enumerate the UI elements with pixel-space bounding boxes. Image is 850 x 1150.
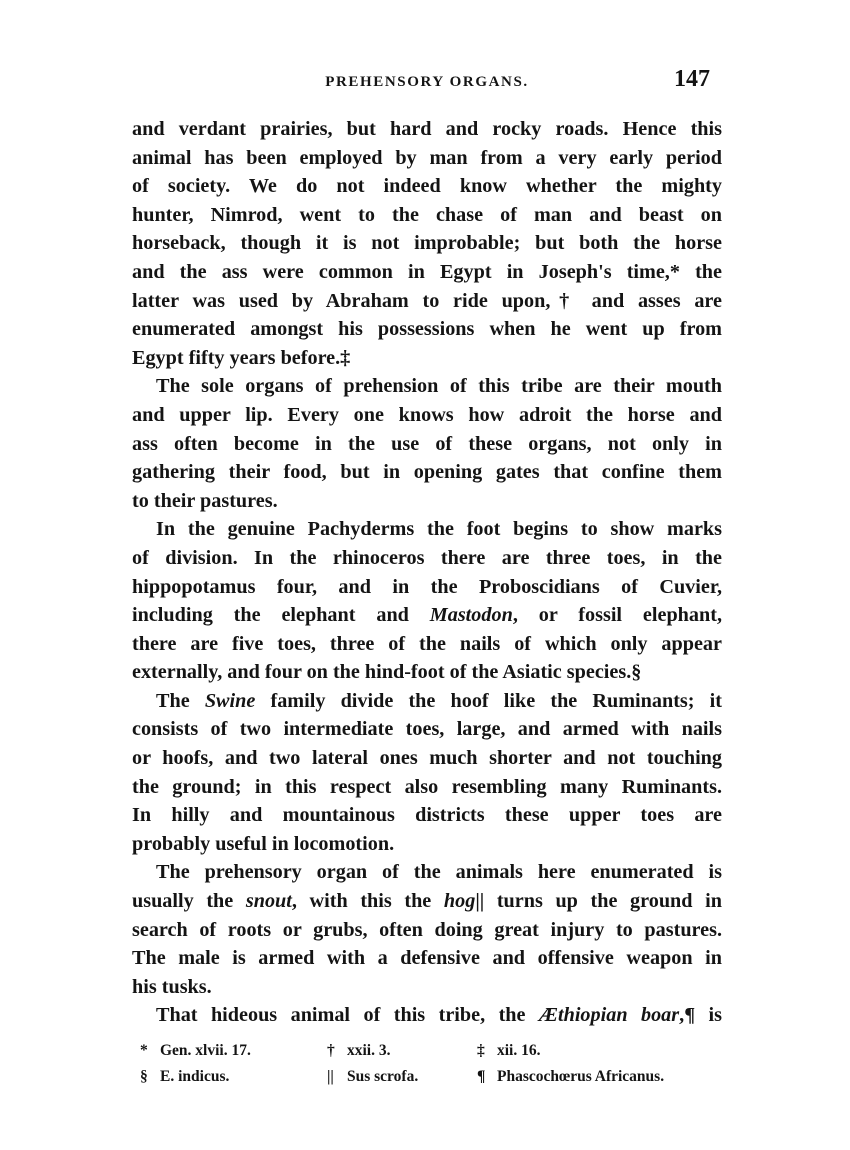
footnote-text: E. indicus. xyxy=(160,1068,230,1085)
paragraph-ethiopian-boar xyxy=(132,1001,722,1030)
text-line: and the ass were common in Egypt in Joseph's time,* the xyxy=(132,260,722,283)
text-line: horseback, though it is not improbable; but both the horse xyxy=(132,232,722,255)
text-line: In hilly and mountainous districts these upper toes are xyxy=(132,804,722,827)
text-line: In the genuine Pachyderms the foot begins to show marks xyxy=(156,518,722,541)
text-line: externally, and four on the hind-foot of the Asiatic species.§ xyxy=(132,661,642,684)
text-line: The prehensory organ of the animals here enumerated is xyxy=(156,861,722,884)
footnote-text: Gen. xlvii. 17. xyxy=(160,1042,251,1059)
footnote xyxy=(477,1038,541,1064)
footnote xyxy=(327,1038,391,1064)
footnote xyxy=(327,1064,418,1090)
italic-term: Mastodon xyxy=(429,604,513,627)
page-header xyxy=(132,64,722,104)
text-line: hippopotamus four, and in the Proboscidians of Cuvier, xyxy=(132,575,722,598)
paragraph-horse-history xyxy=(132,115,722,372)
footnotes xyxy=(132,1038,722,1090)
running-title: PREHENSORY ORGANS. xyxy=(325,74,529,90)
text-line: latter was used by Abraham to ride upon,† and asses are xyxy=(132,289,722,312)
text-line: the ground; in this respect also resembling many Ruminants. xyxy=(132,775,722,798)
italic-term: snout xyxy=(245,890,292,913)
text-line: animal has been employed by man from a very early period xyxy=(132,146,722,169)
text-line: Egypt fifty years before.‡ xyxy=(132,346,351,369)
paragraph-snout xyxy=(132,858,722,1001)
italic-term: Æthiopian boar xyxy=(538,1004,680,1027)
text-line: of society. We do not indeed know whether the mighty xyxy=(132,175,722,198)
italic-term: hog xyxy=(443,890,476,913)
footnote-mark: ‡ xyxy=(477,1042,485,1059)
footnote-row xyxy=(132,1064,722,1090)
footnote-text: xii. 16. xyxy=(497,1042,541,1059)
text-line: his tusks. xyxy=(132,975,212,998)
text-line: to their pastures. xyxy=(132,489,278,512)
text-line: The Swine family divide the hoof like the Ruminants; it xyxy=(156,689,722,712)
text-line: consists of two intermediate toes, large, and armed with nails xyxy=(132,718,722,741)
footnote xyxy=(477,1064,664,1090)
paragraph-swine-family xyxy=(132,687,722,859)
footnote-mark: * xyxy=(140,1042,148,1059)
text-line: including the elephant and Mastodon, or fossil elephant, xyxy=(132,604,722,627)
text-line: The sole organs of prehension of this tribe are their mouth xyxy=(156,375,722,398)
text-line: search of roots or grubs, often doing great injury to pastures. xyxy=(132,918,722,941)
paragraph-prehension-organs xyxy=(132,372,722,515)
footnote-text: xxii. 3. xyxy=(347,1042,391,1059)
footnote-row xyxy=(132,1038,722,1064)
text-line: probably useful in locomotion. xyxy=(132,832,395,855)
body-text xyxy=(132,115,722,1030)
text-line: enumerated amongst his possessions when he went up from xyxy=(132,318,722,341)
footnote-mark: || xyxy=(327,1068,334,1085)
text-line: and verdant prairies, but hard and rocky roads. Hence this xyxy=(132,118,722,140)
paragraph-pachyderms xyxy=(132,515,722,687)
footnote xyxy=(140,1038,251,1064)
text-line: or hoofs, and two lateral ones much shorter and not touching xyxy=(132,747,722,770)
text-line: gathering their food, but in opening gates that confine them xyxy=(132,461,722,484)
text-line: ass often become in the use of these organs, not only in xyxy=(132,432,722,455)
italic-term: Swine xyxy=(204,689,256,712)
footnote-mark: † xyxy=(327,1042,335,1059)
text-line: hunter, Nimrod, went to the chase of man and beast on xyxy=(132,203,722,226)
text-line: usually the snout, with this the hog|| turns up the ground in xyxy=(132,890,722,913)
page-number: 147 xyxy=(674,66,710,92)
footnote xyxy=(140,1064,229,1090)
footnote-text: Sus scrofa. xyxy=(347,1068,419,1085)
text-line: The male is armed with a defensive and offensive weapon in xyxy=(132,947,722,970)
footnote-mark: ¶ xyxy=(477,1068,486,1085)
text-line: of division. In the rhinoceros there are three toes, in the xyxy=(132,546,722,569)
text-line: That hideous animal of this tribe, the Æthiopian boar,¶ is xyxy=(156,1004,722,1027)
text-line: and upper lip. Every one knows how adroit the horse and xyxy=(132,403,722,426)
footnote-mark: § xyxy=(140,1068,148,1085)
footnote-text: Phascochœrus Africanus. xyxy=(497,1068,665,1085)
text-line: there are five toes, three of the nails of which only appear xyxy=(132,632,722,655)
